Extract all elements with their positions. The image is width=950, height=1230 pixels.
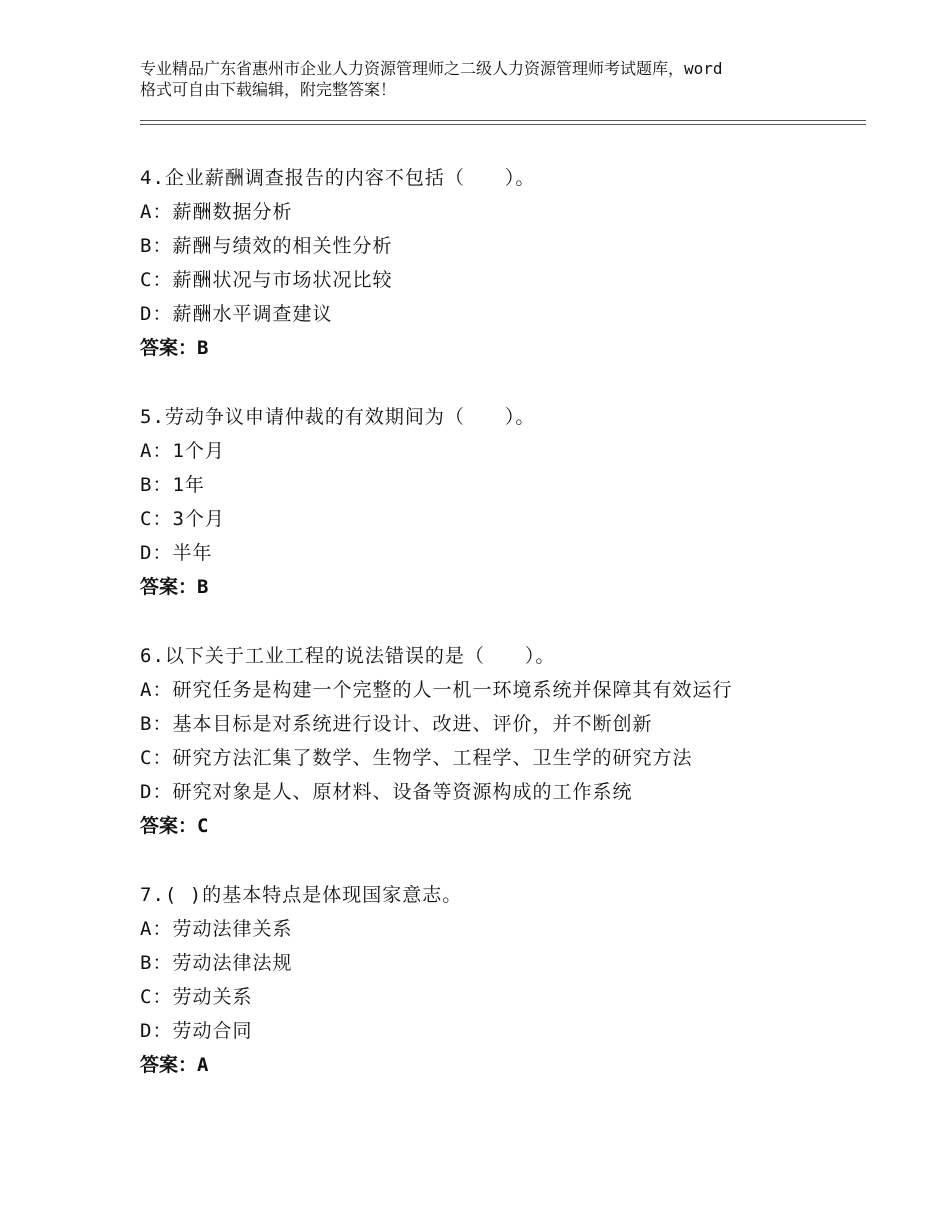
option-d: D：研究对象是人、原材料、设备等资源构成的工作系统	[140, 781, 633, 803]
header-title-line-1: 专业精品广东省惠州市企业人力资源管理师之二级人力资源管理师考试题库，word	[140, 59, 723, 78]
answer-line	[140, 809, 860, 843]
option-a: A：劳动法律关系	[140, 918, 293, 940]
answer-value: C	[197, 815, 209, 837]
question-block	[140, 400, 860, 604]
question-block	[140, 161, 860, 365]
answer-label: 答案：	[140, 1054, 198, 1076]
header-divider-top	[140, 120, 866, 121]
option-d: D：薪酬水平调查建议	[140, 303, 333, 325]
answer-value: B	[197, 337, 209, 359]
question-stem: 6.以下关于工业工程的说法错误的是（ ）。	[140, 645, 556, 667]
option-c: C：3个月	[140, 508, 225, 530]
option-c: C：劳动关系	[140, 986, 253, 1008]
answer-label: 答案：	[140, 576, 198, 598]
option-d: D：劳动合同	[140, 1020, 253, 1042]
option-b: B：1年	[140, 474, 205, 496]
answer-line	[140, 570, 860, 604]
question-stem: 7.( )的基本特点是体现国家意志。	[140, 884, 463, 906]
answer-label: 答案：	[140, 337, 198, 359]
header-divider-bottom	[140, 124, 866, 125]
document-header	[140, 58, 840, 100]
option-b: B：劳动法律法规	[140, 952, 293, 974]
question-stem: 4.企业薪酬调查报告的内容不包括（ ）。	[140, 167, 536, 189]
header-title-line-2: 格式可自由下载编辑，附完整答案！	[140, 80, 397, 99]
option-b: B：基本目标是对系统进行设计、改进、评价，并不断创新	[140, 713, 653, 735]
answer-label: 答案：	[140, 815, 198, 837]
option-b: B：薪酬与绩效的相关性分析	[140, 235, 393, 257]
option-a: A：研究任务是构建一个完整的人一机一环境系统并保障其有效运行	[140, 679, 733, 701]
option-a: A：1个月	[140, 440, 225, 462]
answer-value: A	[197, 1054, 209, 1076]
option-c: C：研究方法汇集了数学、生物学、工程学、卫生学的研究方法	[140, 747, 693, 769]
option-c: C：薪酬状况与市场状况比较	[140, 269, 393, 291]
option-d: D：半年	[140, 542, 213, 564]
answer-line	[140, 331, 860, 365]
question-block	[140, 878, 860, 1082]
question-stem: 5.劳动争议申请仲裁的有效期间为（ ）。	[140, 406, 536, 428]
answer-line	[140, 1048, 860, 1082]
question-block	[140, 639, 860, 843]
option-a: A：薪酬数据分析	[140, 201, 293, 223]
answer-value: B	[197, 576, 209, 598]
